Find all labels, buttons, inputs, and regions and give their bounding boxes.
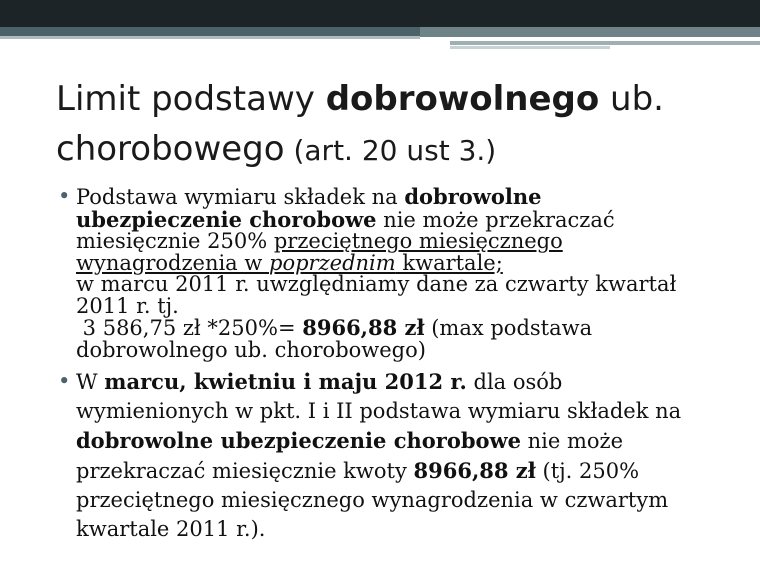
- text-line: przeciętnego miesięcznego wynagrodzenia w czwartym: [76, 488, 669, 512]
- title-line-1: [56, 74, 736, 124]
- title-text: Limit podstawy: [56, 79, 326, 119]
- slide-content: [58, 186, 738, 544]
- text-line: [76, 206, 738, 232]
- underlined-text: kwartale;: [395, 250, 503, 275]
- italic-text: poprzednim: [269, 250, 396, 275]
- text: (tj. 250%: [535, 459, 640, 483]
- text-line: kwartale 2011 r.).: [76, 517, 266, 541]
- text: dla osób: [466, 370, 563, 394]
- text: (max podstawa: [424, 316, 593, 340]
- text-line: dobrowolnego ub. chorobowego): [76, 337, 426, 362]
- text: nie może przekraczać: [376, 207, 615, 232]
- underlined-text: wynagrodzenia w: [76, 250, 270, 275]
- text-line: w marcu 2011 r. uwzględniamy dane za czwarty kwartał: [76, 272, 677, 296]
- bullet-item: [58, 186, 738, 361]
- underlined-text: przeciętnego miesięcznego: [273, 229, 563, 253]
- text-line: 2011 r. tj.: [76, 293, 179, 318]
- text-line: [76, 426, 738, 456]
- bold-text: marcu, kwietniu i maju 2012 r.: [104, 369, 467, 394]
- bold-amount: 8966,88 zł: [302, 315, 425, 340]
- text-line: [76, 456, 738, 486]
- text-line: wymienionych w pkt. I i II podstawa wymiaru składek na: [76, 399, 682, 423]
- text: Podstawa wymiaru składek na: [76, 185, 405, 209]
- text: W: [76, 370, 105, 394]
- title-line-2: [56, 124, 736, 176]
- header-bar: [0, 0, 760, 27]
- text: nie może: [520, 429, 624, 453]
- bold-text: dobrowolne: [404, 184, 542, 209]
- text-line: [76, 186, 738, 209]
- title-text: chorobowego: [56, 129, 285, 169]
- bullet-marker: •: [58, 184, 71, 208]
- text-line: [76, 317, 738, 340]
- bullet-item: [58, 367, 738, 544]
- title-article-ref: (art. 20 ust 3.): [284, 134, 497, 167]
- header-stripe: [450, 41, 760, 45]
- text-line: [76, 250, 738, 275]
- title-bold: dobrowolnego: [325, 79, 600, 119]
- header-stripe: [0, 27, 420, 36]
- header-stripe: [420, 27, 760, 37]
- text-line: [76, 231, 738, 253]
- header-stripe: [0, 36, 420, 39]
- bold-text: dobrowolne ubezpieczenie chorobowe: [76, 428, 521, 453]
- bullet-marker: •: [58, 369, 71, 393]
- header-stripe: [450, 46, 610, 49]
- text: przekraczać miesięcznie kwoty: [76, 459, 414, 483]
- title-text: ub.: [599, 79, 664, 119]
- text: 3 586,75 zł *250%=: [76, 316, 303, 340]
- slide-title: [56, 74, 736, 176]
- bold-amount: 8966,88 zł: [413, 458, 536, 483]
- text-line: [76, 367, 738, 397]
- bold-text: ubezpieczenie chorobowe: [76, 206, 377, 232]
- text: miesięcznie 250%: [76, 229, 274, 253]
